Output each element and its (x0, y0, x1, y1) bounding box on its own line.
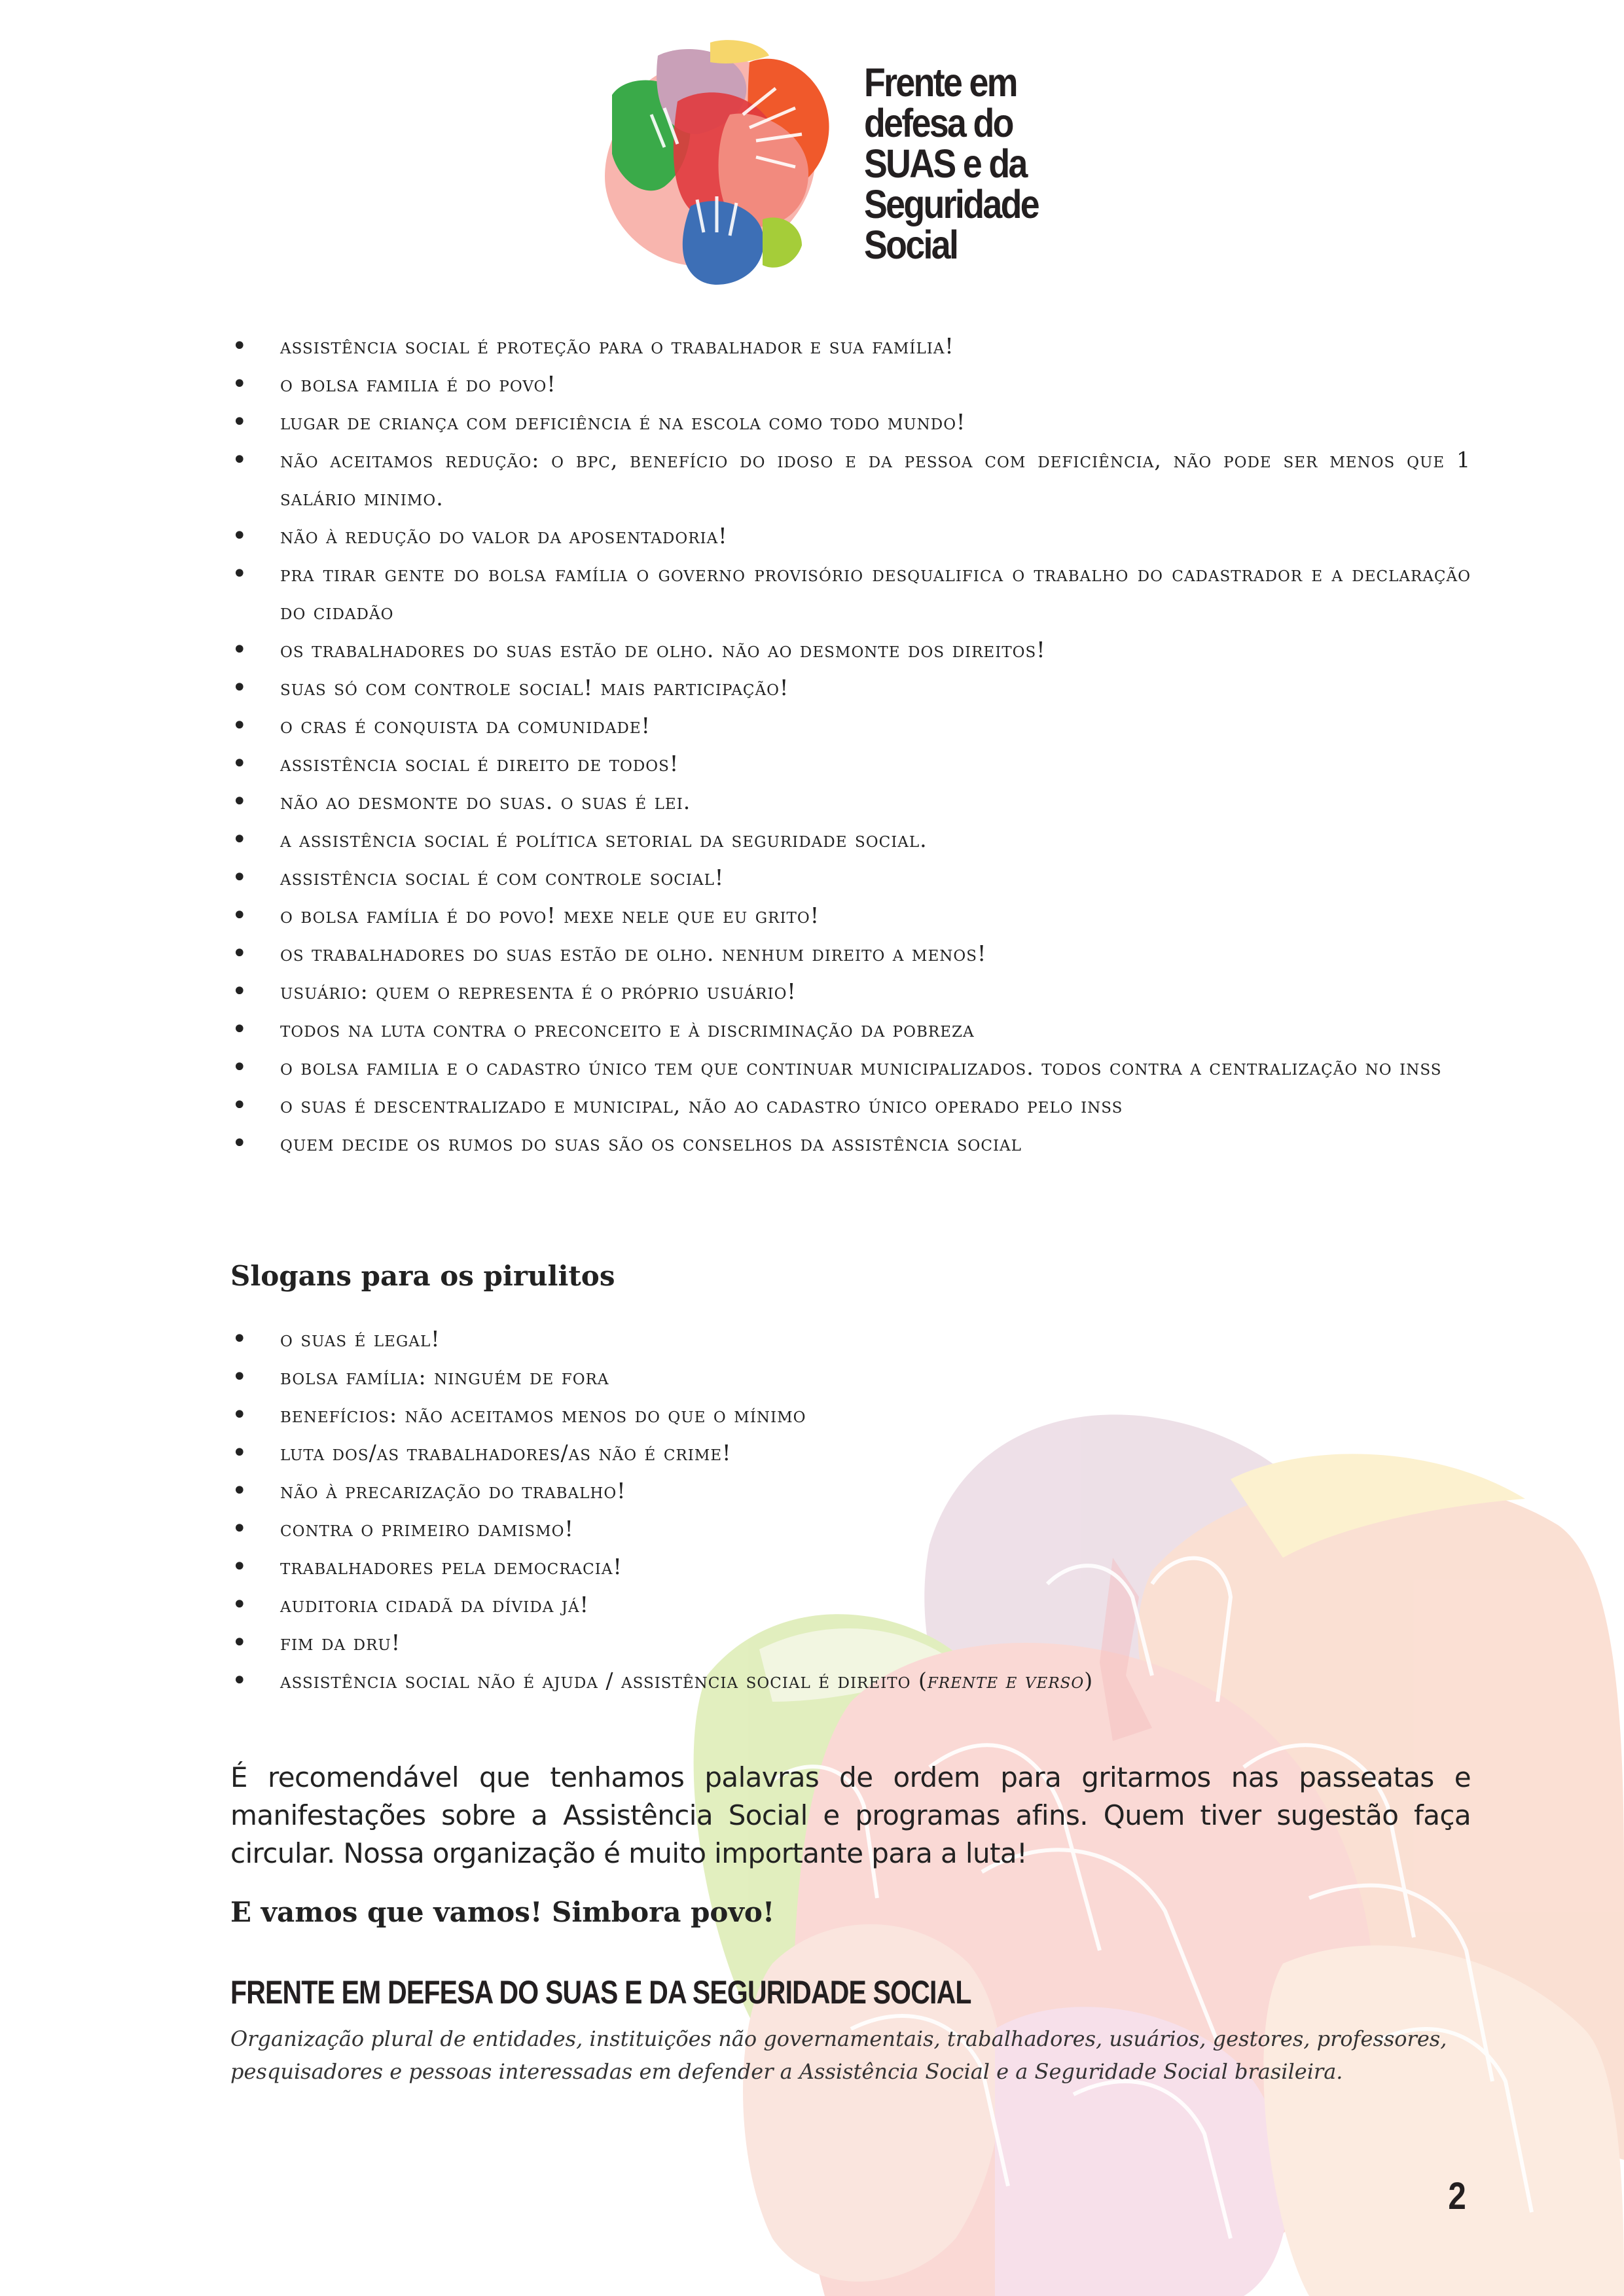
list-item: • o bolsa familia é do povo! (230, 365, 1471, 403)
recommendation-paragraph: É recomendável que tenhamos palavras de ordem para gritarmos nas passeatas e manifestações sobre a Assistência Social e programas afins. Quem tiver sugestão faça circular. Nossa organização é muito importante para a luta! (230, 1761, 1471, 1869)
list-item: • não à redução do valor da aposentadoria! (230, 517, 1471, 555)
logo-wordmark (864, 62, 1038, 265)
list-item-emphasis: frente e verso (927, 1668, 1085, 1693)
list-item: • suas só com controle social! mais participação! (230, 669, 1471, 707)
list-item: • o bolsa familia e o cadastro único tem que continuar municipalizados. todos contra a centralização no inss (230, 1049, 1471, 1086)
list-item: • pra tirar gente do bolsa família o governo provisório desqualifica o trabalho do cadastrador e a declaração do cidadão (230, 555, 1471, 631)
pirulitos-slogan-list (230, 1320, 1471, 1700)
list-item: • o suas é legal! (230, 1320, 1471, 1358)
section-heading: Slogans para os pirulitos (230, 1260, 615, 1292)
list-item: • contra o primeiro damismo! (230, 1510, 1471, 1548)
list-item: • o suas é descentralizado e municipal, não ao cadastro único operado pelo inss (230, 1086, 1471, 1124)
list-item: • o cras é conquista da comunidade! (230, 707, 1471, 745)
list-item: • o bolsa família é do povo! mexe nele que eu grito! (230, 897, 1471, 935)
list-item: • assistência social é proteção para o trabalhador e sua família! (230, 327, 1471, 365)
logo-line: Seguridade (864, 182, 1038, 226)
closing-exclamation: E vamos que vamos! Simbora povo! (230, 1896, 775, 1928)
list-item: • a assistência social é política setorial da seguridade social. (230, 821, 1471, 859)
list-item: • auditoria cidadã da dívida já! (230, 1586, 1471, 1624)
list-item: • todos na luta contra o preconceito e à discriminação da pobreza (230, 1011, 1471, 1049)
list-item-text: assistência social não é ajuda / assistência social é direito ( (280, 1668, 928, 1693)
logo-line: SUAS e da (864, 141, 1026, 186)
organization-title: FRENTE EM DEFESA DO SUAS E DA SEGURIDADE SOCIAL (230, 1974, 971, 2011)
list-item: • lugar de criança com deficiência é na escola como todo mundo! (230, 403, 1471, 441)
header-logo (599, 36, 1044, 298)
list-item: • quem decide os rumos do suas são os conselhos da assistência social (230, 1124, 1471, 1162)
page-number: 2 (1448, 2175, 1466, 2217)
list-item: • não aceitamos redução: o bpc, benefício do idoso e da pessoa com deficiência, não pode ser menos que 1 salário minimo. (230, 441, 1471, 517)
logo-line: defesa do (864, 101, 1013, 145)
list-item: • os trabalhadores do suas estão de olho. não ao desmonte dos direitos! (230, 631, 1471, 669)
list-item: • trabalhadores pela democracia! (230, 1548, 1471, 1586)
list-item: • não à precarização do trabalho! (230, 1472, 1471, 1510)
list-item: • os trabalhadores do suas estão de olho. nenhum direito a menos! (230, 935, 1471, 973)
list-item: • assistência social é direito de todos! (230, 745, 1471, 783)
logo-line: Frente em (864, 60, 1017, 105)
list-item: • benefícios: não aceitamos menos do que o mínimo (230, 1396, 1471, 1434)
list-item: • usuário: quem o representa é o próprio usuário! (230, 973, 1471, 1011)
list-item: • bolsa família: ninguém de fora (230, 1358, 1471, 1396)
logo-line: Social (864, 223, 958, 267)
list-item: • assistência social é com controle social! (230, 859, 1471, 897)
list-item: • fim da dru! (230, 1624, 1471, 1662)
slogan-list (230, 327, 1471, 1162)
list-item (230, 1662, 1471, 1700)
list-item-close: ) (1084, 1668, 1094, 1693)
list-item: • luta dos/as trabalhadores/as não é crime! (230, 1434, 1471, 1472)
list-item: • não ao desmonte do suas. o suas é lei. (230, 783, 1471, 821)
hands-logo-icon (599, 36, 861, 298)
organization-description: Organização plural de entidades, instituições não governamentais, trabalhadores, usuários, gestores, professores, pesquisadores e pessoas interessadas em defender a Assistência Social e a Seguridade Social brasileira. (230, 2026, 1447, 2084)
